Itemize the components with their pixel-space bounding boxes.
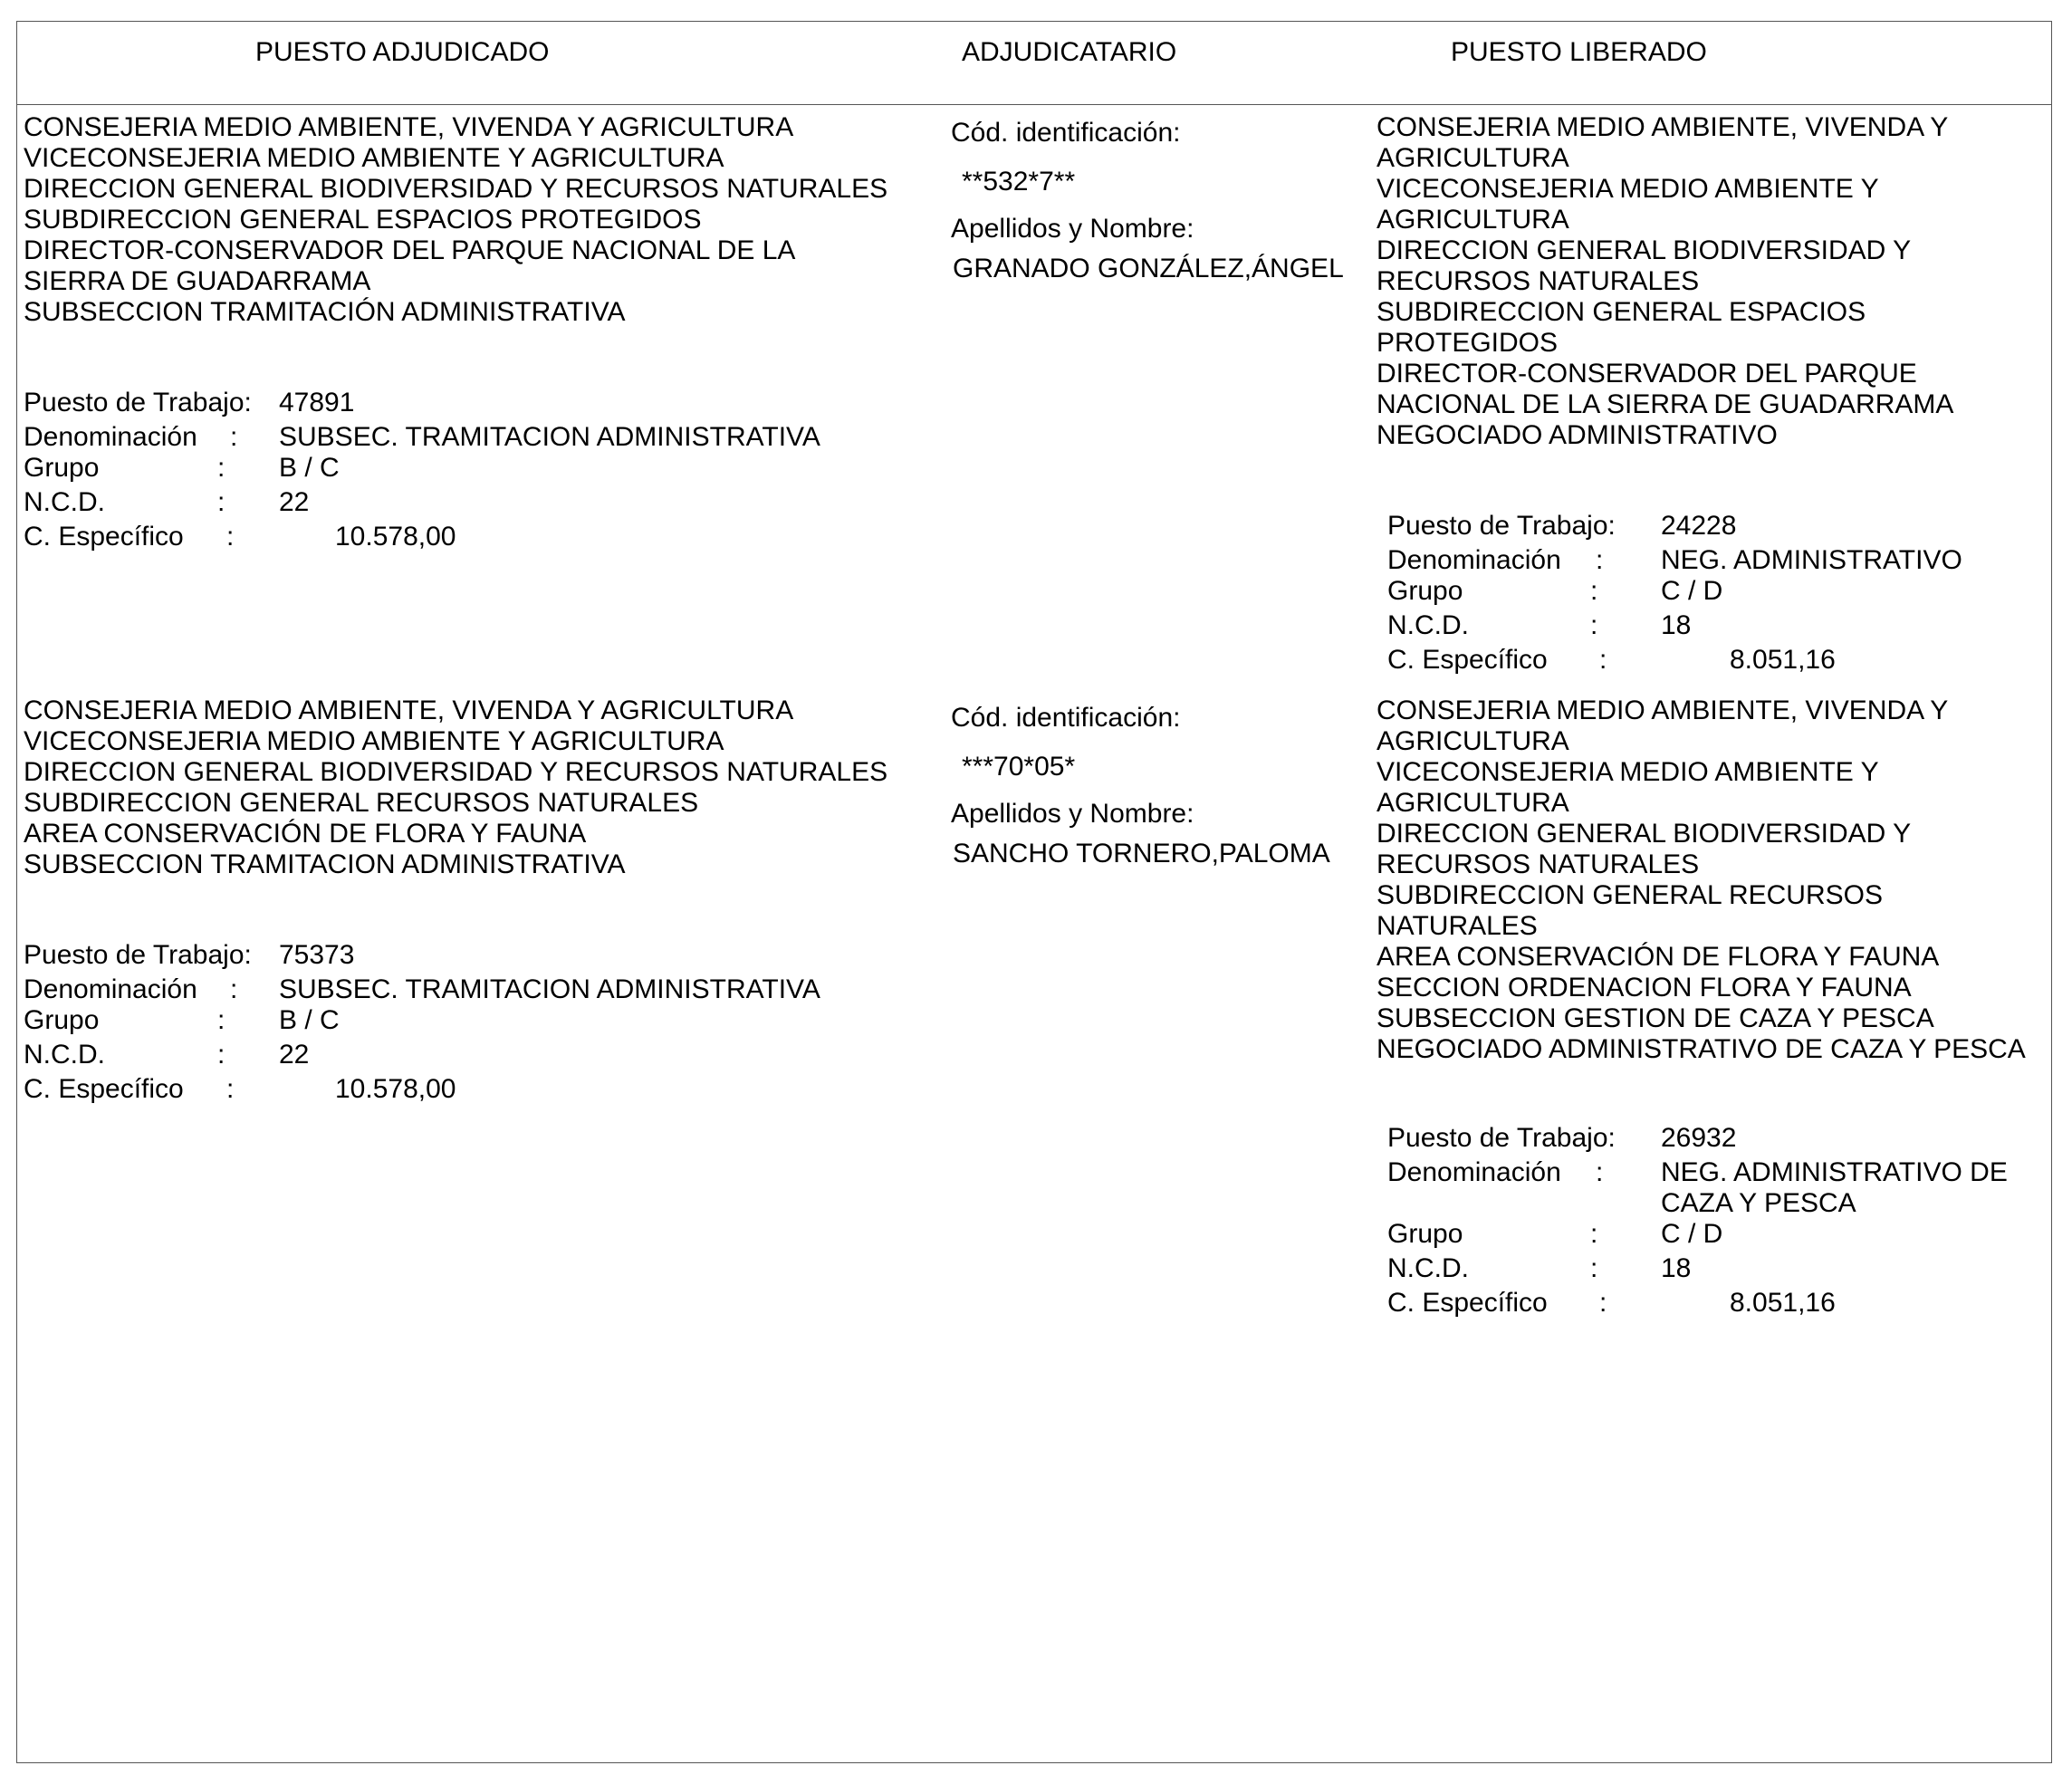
org-line: RECURSOS NATURALES xyxy=(1377,266,1700,296)
label-c-especifico: C. Específico xyxy=(1387,1288,1548,1318)
value-grupo: B / C xyxy=(279,453,340,483)
label-grupo: Grupo xyxy=(24,453,100,483)
org-line: SIERRA DE GUADARRAMA xyxy=(24,266,371,296)
org-line: AREA CONSERVACIÓN DE FLORA Y FAUNA xyxy=(24,819,587,849)
label-puesto-de-trabajo: Puesto de Trabajo: xyxy=(24,388,252,417)
label-apellidos-nombre: Apellidos y Nombre: xyxy=(951,799,1194,829)
value-denominacion: SUBSEC. TRAMITACION ADMINISTRATIVA xyxy=(279,422,820,452)
org-line: NATURALES xyxy=(1377,911,1538,941)
org-line: PROTEGIDOS xyxy=(1377,328,1559,358)
colon: : xyxy=(226,522,235,552)
liberado-org-2 xyxy=(1377,696,2026,1065)
value-cod-identificacion: ***70*05* xyxy=(962,752,1076,782)
org-line: VICECONSEJERIA MEDIO AMBIENTE Y AGRICULTURA xyxy=(24,143,724,173)
org-line: VICECONSEJERIA MEDIO AMBIENTE Y xyxy=(1377,757,1879,787)
value-c-especifico: 10.578,00 xyxy=(335,522,456,552)
org-line: DIRECCION GENERAL BIODIVERSIDAD Y xyxy=(1377,235,1912,265)
label-c-especifico: C. Específico xyxy=(1387,645,1548,675)
value-denominacion-line: NEG. ADMINISTRATIVO DE xyxy=(1661,1157,2008,1187)
org-line: AGRICULTURA xyxy=(1377,205,1569,235)
label-puesto-de-trabajo: Puesto de Trabajo: xyxy=(24,940,252,970)
colon: : xyxy=(226,1074,235,1104)
org-line: RECURSOS NATURALES xyxy=(1377,849,1700,879)
value-grupo: C / D xyxy=(1661,1219,1723,1249)
value-ncd: 22 xyxy=(279,487,310,517)
value-denominacion: NEG. ADMINISTRATIVO xyxy=(1661,545,1962,575)
org-line: SUBDIRECCION GENERAL RECURSOS xyxy=(1377,880,1883,910)
value-ncd: 18 xyxy=(1661,610,1692,640)
label-cod-identificacion: Cód. identificación: xyxy=(951,118,1181,148)
org-line: CONSEJERIA MEDIO AMBIENTE, VIVENDA Y xyxy=(1377,696,1949,725)
label-ncd: N.C.D. xyxy=(24,487,105,517)
adjudicado-org-1 xyxy=(24,112,887,328)
adjudicado-org-2 xyxy=(24,696,887,880)
org-line: NACIONAL DE LA SIERRA DE GUADARRAMA xyxy=(1377,389,1954,419)
org-line: NEGOCIADO ADMINISTRATIVO xyxy=(1377,420,1778,450)
value-c-especifico: 8.051,16 xyxy=(1730,1288,1836,1318)
label-denominacion: Denominación xyxy=(24,974,197,1004)
label-denominacion: Denominación xyxy=(1387,545,1561,575)
org-line: SUBDIRECCION GENERAL ESPACIOS PROTEGIDOS xyxy=(24,205,702,235)
org-line: SECCION ORDENACION FLORA Y FAUNA xyxy=(1377,973,1912,1003)
org-line: DIRECCION GENERAL BIODIVERSIDAD Y RECURSOS NATURALES xyxy=(24,757,888,787)
label-ncd: N.C.D. xyxy=(24,1040,105,1070)
org-line: DIRECTOR-CONSERVADOR DEL PARQUE NACIONAL DE LA xyxy=(24,235,796,265)
org-line: NEGOCIADO ADMINISTRATIVO DE CAZA Y PESCA xyxy=(1377,1034,2026,1064)
label-puesto-de-trabajo: Puesto de Trabajo: xyxy=(1387,1123,1616,1153)
colon: : xyxy=(217,1005,225,1035)
value-puesto: 75373 xyxy=(279,940,355,970)
colon: : xyxy=(1596,545,1604,575)
org-line: VICECONSEJERIA MEDIO AMBIENTE Y AGRICULTURA xyxy=(24,726,724,756)
header-adjudicatario: ADJUDICATARIO xyxy=(962,37,1177,67)
colon: : xyxy=(217,487,225,517)
org-line: AGRICULTURA xyxy=(1377,143,1569,173)
colon: : xyxy=(217,1040,225,1070)
org-line: SUBDIRECCION GENERAL RECURSOS NATURALES xyxy=(24,788,699,818)
org-line: CONSEJERIA MEDIO AMBIENTE, VIVENDA Y AGRICULTURA xyxy=(24,696,794,725)
label-denominacion: Denominación xyxy=(24,422,197,452)
org-line: CONSEJERIA MEDIO AMBIENTE, VIVENDA Y AGRICULTURA xyxy=(24,112,794,142)
org-line: VICECONSEJERIA MEDIO AMBIENTE Y xyxy=(1377,174,1879,204)
label-ncd: N.C.D. xyxy=(1387,610,1469,640)
org-line: SUBSECCION TRAMITACION ADMINISTRATIVA xyxy=(24,849,626,879)
value-cod-identificacion: **532*7** xyxy=(962,167,1076,197)
label-cod-identificacion: Cód. identificación: xyxy=(951,703,1181,733)
value-nombre: SANCHO TORNERO,PALOMA xyxy=(953,839,1330,868)
colon: : xyxy=(1590,576,1598,606)
value-c-especifico: 8.051,16 xyxy=(1730,645,1836,675)
label-apellidos-nombre: Apellidos y Nombre: xyxy=(951,214,1194,244)
liberado-org-1 xyxy=(1377,112,1953,451)
colon: : xyxy=(1590,1219,1598,1249)
colon: : xyxy=(230,974,238,1004)
colon: : xyxy=(230,422,238,452)
value-denominacion: SUBSEC. TRAMITACION ADMINISTRATIVA xyxy=(279,974,820,1004)
header-puesto-adjudicado: PUESTO ADJUDICADO xyxy=(255,37,550,67)
org-line: SUBDIRECCION GENERAL ESPACIOS xyxy=(1377,297,1866,327)
value-ncd: 18 xyxy=(1661,1253,1692,1283)
value-puesto: 47891 xyxy=(279,388,355,417)
header-divider xyxy=(16,104,2052,105)
label-grupo: Grupo xyxy=(1387,576,1463,606)
value-ncd: 22 xyxy=(279,1040,310,1070)
org-line: AGRICULTURA xyxy=(1377,788,1569,818)
org-line: AREA CONSERVACIÓN DE FLORA Y FAUNA xyxy=(1377,942,1940,972)
org-line: DIRECCION GENERAL BIODIVERSIDAD Y RECURSOS NATURALES xyxy=(24,174,888,204)
org-line: AGRICULTURA xyxy=(1377,726,1569,756)
value-nombre: GRANADO GONZÁLEZ,ÁNGEL xyxy=(953,254,1344,283)
colon: : xyxy=(1590,610,1598,640)
value-grupo: B / C xyxy=(279,1005,340,1035)
colon: : xyxy=(217,453,225,483)
org-line: CONSEJERIA MEDIO AMBIENTE, VIVENDA Y xyxy=(1377,112,1949,142)
label-c-especifico: C. Específico xyxy=(24,522,184,552)
label-puesto-de-trabajo: Puesto de Trabajo: xyxy=(1387,511,1616,541)
org-line: SUBSECCION TRAMITACIÓN ADMINISTRATIVA xyxy=(24,297,626,327)
label-denominacion: Denominación xyxy=(1387,1157,1561,1187)
value-grupo: C / D xyxy=(1661,576,1723,606)
label-c-especifico: C. Específico xyxy=(24,1074,184,1104)
colon: : xyxy=(1599,645,1607,675)
org-line: DIRECCION GENERAL BIODIVERSIDAD Y xyxy=(1377,819,1912,849)
value-puesto: 26932 xyxy=(1661,1123,1737,1153)
org-line: SUBSECCION GESTION DE CAZA Y PESCA xyxy=(1377,1003,1934,1033)
value-puesto: 24228 xyxy=(1661,511,1737,541)
org-line: DIRECTOR-CONSERVADOR DEL PARQUE xyxy=(1377,359,1917,389)
header-puesto-liberado: PUESTO LIBERADO xyxy=(1451,37,1707,67)
value-c-especifico: 10.578,00 xyxy=(335,1074,456,1104)
colon: : xyxy=(1596,1157,1604,1187)
label-grupo: Grupo xyxy=(24,1005,100,1035)
label-grupo: Grupo xyxy=(1387,1219,1463,1249)
value-denominacion-line: CAZA Y PESCA xyxy=(1661,1188,1856,1218)
colon: : xyxy=(1590,1253,1598,1283)
label-ncd: N.C.D. xyxy=(1387,1253,1469,1283)
colon: : xyxy=(1599,1288,1607,1318)
